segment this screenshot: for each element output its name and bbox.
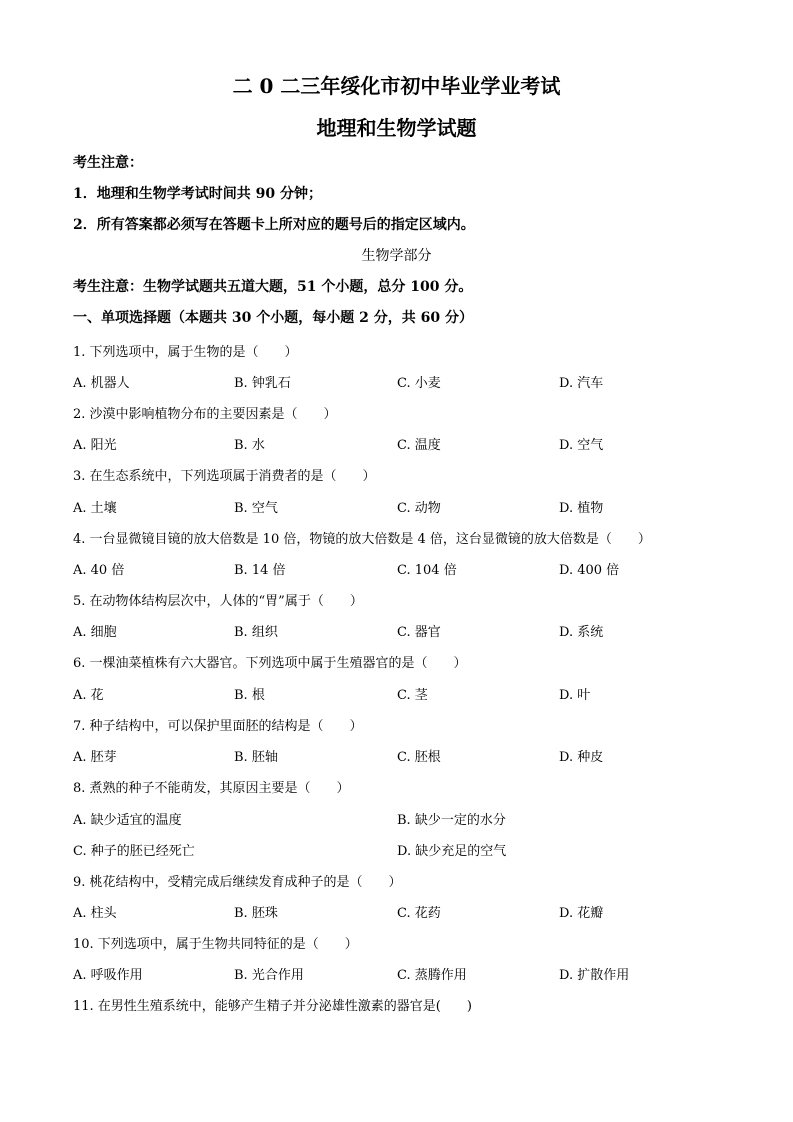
option-c: C. 104 倍 — [397, 563, 457, 578]
option-d: D. 扩散作用 — [559, 968, 630, 983]
option-b: B. 缺少一定的水分 — [397, 813, 506, 828]
option-c: C. 器官 — [397, 625, 441, 640]
option-c: C. 小麦 — [397, 376, 441, 391]
option-a: A. 柱头 — [73, 906, 117, 921]
option-d: D. 缺少充足的空气 — [397, 844, 507, 859]
option-a: A. 缺少适宜的温度 — [73, 813, 182, 828]
option-c: C. 茎 — [397, 688, 428, 703]
question-stem: 3. 在生态系统中，下列选项属于消费者的是（ ） — [73, 469, 376, 484]
biology-notice: 考生注意：生物学试题共五道大题，51 个小题，总分 100 分。 — [73, 279, 473, 295]
option-d: D. 系统 — [559, 625, 604, 640]
section-title: 生物学部分 — [361, 248, 432, 264]
option-a: A. 阳光 — [73, 438, 117, 453]
option-a: A. 呼吸作用 — [73, 968, 143, 983]
option-b: B. 胚珠 — [234, 906, 278, 921]
question-stem: 10. 下列选项中，属于生物共同特征的是（ ） — [73, 937, 358, 952]
exam-title: 二 0 二三年绥化市初中毕业学业考试 — [232, 74, 561, 98]
option-c: C. 蒸腾作用 — [397, 968, 467, 983]
notice-item: 1．地理和生物学考试时间共 90 分钟； — [73, 186, 322, 202]
notice-item: 2．所有答案都必须写在答题卡上所对应的题号后的指定区域内。 — [73, 217, 475, 233]
option-b: B. 钟乳石 — [234, 376, 291, 391]
option-c: C. 温度 — [397, 438, 441, 453]
option-a: A. 土壤 — [73, 501, 117, 516]
question-stem: 1. 下列选项中，属于生物的是（ ） — [73, 345, 298, 360]
option-d: D. 汽车 — [559, 376, 604, 391]
question-stem: 2. 沙漠中影响植物分布的主要因素是（ ） — [73, 407, 337, 422]
question-stem: 4. 一台显微镜目镜的放大倍数是 10 倍，物镜的放大倍数是 4 倍，这台显微镜的放大倍数是（ ） — [73, 532, 651, 547]
question-stem: 11. 在男性生殖系统中，能够产生精子并分泌雄性激素的器官是( ) — [73, 999, 472, 1014]
option-a: A. 胚芽 — [73, 750, 117, 765]
option-b: B. 根 — [234, 688, 265, 703]
option-b: B. 组织 — [234, 625, 278, 640]
option-c: C. 动物 — [397, 501, 441, 516]
option-d: D. 空气 — [559, 438, 604, 453]
option-b: B. 光合作用 — [234, 968, 304, 983]
option-a: A. 40 倍 — [73, 563, 125, 578]
question-stem: 8. 煮熟的种子不能萌发，其原因主要是（ ） — [73, 781, 350, 796]
question-stem: 7. 种子结构中，可以保护里面胚的结构是（ ） — [73, 719, 363, 734]
option-b: B. 14 倍 — [234, 563, 286, 578]
option-d: D. 植物 — [559, 501, 604, 516]
option-c: C. 花药 — [397, 906, 441, 921]
option-d: D. 花瓣 — [559, 906, 604, 921]
question-stem: 9. 桃花结构中，受精完成后继续发育成种子的是（ ） — [73, 875, 402, 890]
part-one-heading: 一、单项选择题（本题共 30 个小题，每小题 2 分，共 60 分） — [73, 310, 473, 326]
option-d: D. 400 倍 — [559, 563, 620, 578]
option-b: B. 水 — [234, 438, 265, 453]
question-stem: 5. 在动物体结构层次中，人体的“胃”属于（ ） — [73, 594, 363, 609]
question-stem: 6. 一棵油菜植株有六大器官。下列选项中属于生殖器官的是（ ） — [73, 656, 467, 671]
option-b: B. 胚轴 — [234, 750, 278, 765]
option-c: C. 种子的胚已经死亡 — [73, 844, 195, 859]
option-a: A. 机器人 — [73, 376, 130, 391]
option-a: A. 细胞 — [73, 625, 117, 640]
exam-subtitle: 地理和生物学试题 — [316, 116, 477, 140]
notice-heading: 考生注意： — [73, 155, 143, 171]
option-c: C. 胚根 — [397, 750, 441, 765]
option-d: D. 叶 — [559, 688, 591, 703]
option-d: D. 种皮 — [559, 750, 604, 765]
option-a: A. 花 — [73, 688, 104, 703]
option-b: B. 空气 — [234, 501, 278, 516]
